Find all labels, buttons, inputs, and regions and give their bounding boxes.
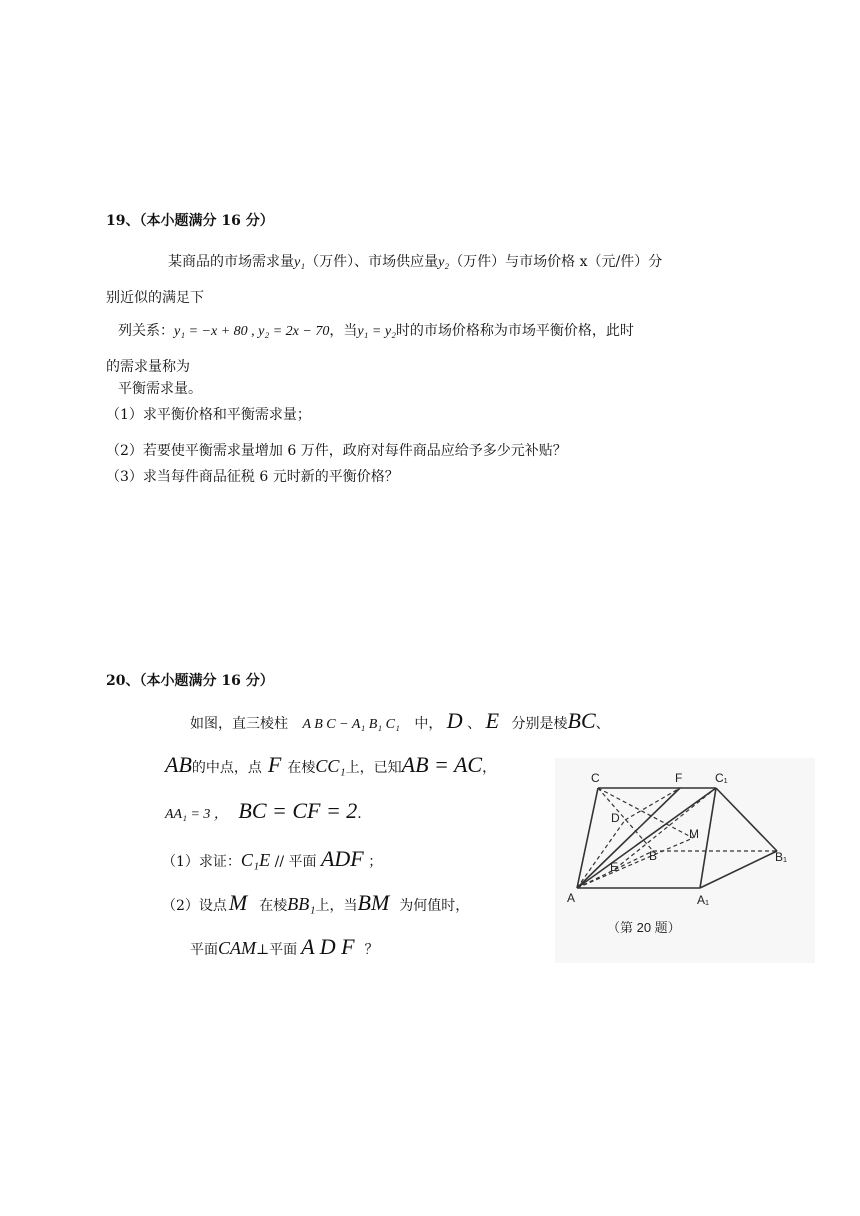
equation-AA1: AA₁ = 3 ， — [165, 807, 228, 822]
equation-relations: y₁ = −x + 80 , y₂ = 2x − 70 — [174, 324, 330, 339]
q20-line1: 如图，直三棱柱 A B C − A₁ B₁ C₁ 中， D 、 E 分别是棱BC、 — [190, 708, 610, 733]
label-C1: C₁ — [715, 771, 728, 785]
var-E: E — [485, 708, 500, 733]
q20-heading: 20、（本小题满分 16 分） — [106, 673, 274, 689]
var-ADF: ADF — [320, 846, 364, 871]
edge-A-F — [577, 788, 680, 888]
q19-line4: 的需求量称为 — [106, 359, 190, 375]
equation-condition: y₁ = y₂ — [357, 324, 396, 339]
equation-BC-CF: BC = CF = 2 — [238, 798, 358, 823]
q19-part1: （1）求平衡价格和平衡需求量； — [106, 407, 311, 423]
edge-A1-B1 — [700, 851, 777, 888]
label-B: B — [649, 849, 658, 863]
var-BM: BM — [357, 890, 390, 915]
var-y1: y₁ — [294, 255, 306, 270]
var-D: D — [446, 708, 463, 733]
q20-part2-line2: 平面CAM⊥平面 A D F ？ — [190, 934, 379, 959]
label-M: M — [689, 827, 699, 841]
label-A: A — [567, 891, 576, 905]
label-D: D — [611, 811, 620, 825]
var-CAM: CAM — [218, 938, 256, 958]
label-E: E — [610, 860, 619, 874]
edge-E-C1 — [615, 788, 716, 869]
edge-C1-A1 — [700, 788, 716, 888]
label-F: F — [675, 771, 683, 785]
prism-diagram — [555, 758, 815, 963]
q20-part1: （1）求证：C₁E // 平面 ADF ； — [162, 846, 383, 871]
var-M: M — [228, 890, 248, 915]
prism-figure — [555, 758, 815, 963]
q19-part3: （3）求当每件商品征税 6 元时新的平衡价格？ — [106, 469, 399, 485]
figure-caption: （第 20 题） — [607, 920, 681, 935]
var-ADF-2: A D F — [301, 934, 355, 959]
var-BB1: BB₁ — [287, 894, 316, 914]
var-AB: AB — [165, 752, 192, 777]
q19-line2: 别近似的满足下 — [106, 290, 204, 306]
prism-name: A B C − A₁ B₁ C₁ — [302, 717, 400, 732]
var-BC: BC — [567, 708, 596, 733]
q19-heading: 19、（本小题满分 16 分） — [106, 213, 274, 229]
edge-C-A — [577, 788, 598, 888]
label-B1: B₁ — [775, 850, 788, 864]
var-C1E: C₁E — [240, 850, 271, 870]
q19-line5: 平衡需求量。 — [118, 381, 202, 397]
q20-line3: AA₁ = 3 ， BC = CF = 2. — [165, 798, 362, 823]
var-CC1: CC₁ — [315, 756, 346, 776]
label-A1: A₁ — [697, 893, 710, 907]
var-F: F — [267, 752, 282, 777]
q19-part2: （2）若要使平衡需求量增加 6 万件，政府对每件商品应给予多少元补贴？ — [106, 443, 567, 459]
var-y2: y₂ — [438, 255, 450, 270]
equation-AB-AC: AB = AC — [401, 752, 483, 777]
q20-part2: （2）设点M 在棱BB₁上，当BM 为何值时， — [162, 890, 470, 915]
q19-line3: 列关系：y₁ = −x + 80 , y₂ = 2x − 70，当y₁ = y₂时的市场价格称为市场平衡价格，此时 — [118, 323, 634, 339]
q20-line2: AB的中点，点 F 在棱CC₁上，已知AB = AC， — [165, 752, 497, 777]
label-C: C — [591, 771, 600, 785]
edge-C1-B1 — [716, 788, 777, 851]
q19-line1: 某商品的市场需求量y₁（万件）、市场供应量y₂（万件）与市场价格 x（元/件）分 — [168, 254, 663, 270]
